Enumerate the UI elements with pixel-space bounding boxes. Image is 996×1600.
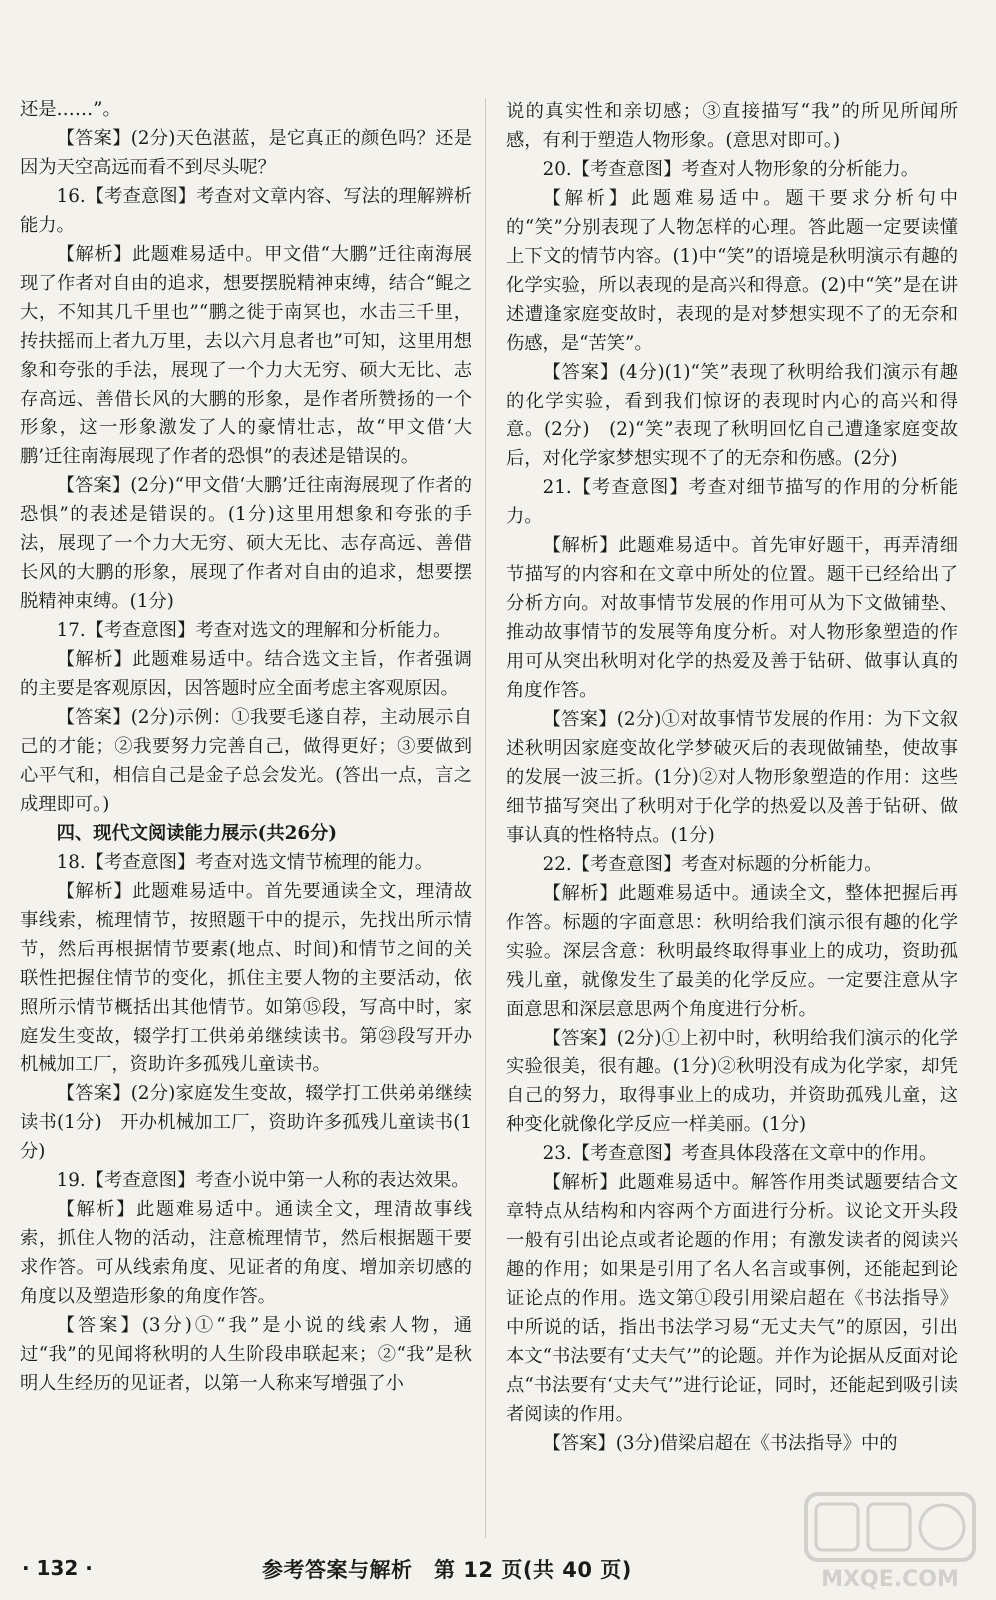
analysis-paragraph: 【解析】此题难易适中。通读全文，理清故事线索，抓住人物的活动，注意梳理情节，然后根据题干要求作答。可从线索角度、见证者的角度、增加亲切感的角度以及塑造形象的角度作答。 bbox=[20, 1199, 472, 1308]
analysis-paragraph: 【解析】此题难易适中。题干要求分析句中的“笑”分别表现了人物怎样的心理。答此题一定要读懂上下文的情节内容。(1)中“笑”的语境是秋明演示有趣的化学实验，所以表现的是高兴和得意。(2)中“笑”是在讲述遭逢家庭变故时，表现的是对梦想实现不了的无奈和伤感，是“苦笑”。 bbox=[506, 187, 958, 354]
analysis-paragraph: 【解析】此题难易适中。首先要通读全文，理清故事线索，梳理情节，按照题干中的提示，先找出所示情节，然后再根据情节要素(地点、时间)和情节之间的关联性把握住情节的变化，抓住主要人物的主要活动，依照所示情节概括出其他情节。如第⑮段，写高中时，家庭发生变故，辍学打工供弟弟继续读书。第㉓段写开办机械加工厂，资助许多孤残儿童读书。 bbox=[20, 880, 472, 1076]
paragraph: 说的真实性和亲切感；③直接描写“我”的所见所闻所感，有利于塑造人物形象。(意思对即可。) bbox=[506, 101, 958, 151]
answer-paragraph: 【答案】(2分)“甲文借‘大鹏’迁往南海展现了作者的恐惧”的表述是错误的。(1分)这里用想象和夸张的手法，展现了一个力大无穷、硕大无比、志存高远、善借长风的大鹏的形象，展现了作者对自由的追求，想要摆脱精神束缚。(1分) bbox=[20, 475, 472, 613]
page-number: · 132 · bbox=[22, 1556, 93, 1580]
answer-paragraph: 【答案】(2分)①上初中时，秋明给我们演示的化学实验很美，很有趣。(1分)②秋明没有成为化学家，却凭自己的努力，取得事业上的成功，并资助孤残儿童，这种变化就像化学反应一样美丽。(1分) bbox=[506, 1027, 958, 1136]
analysis-paragraph: 【解析】此题难易适中。解答作用类试题要结合文章特点从结构和内容两个方面进行分析。议论文开头段一般有引出论点或者论题的作用；有激发读者的阅读兴趣的作用；如果是引用了名人名言或事例，还能起到论证论点的作用。选文第①段引用梁启超在《书法指导》中所说的话，指出书法学习易“无丈夫气”的原因，引出本文“书法要有‘丈夫气’”的论题。并作为论据从反面对论点“书法要有‘丈夫气’”进行论证，同时，还能起到吸引读者阅读的作用。 bbox=[506, 1172, 958, 1425]
answer-paragraph: 【答案】(4分)(1)“笑”表现了秋明给我们演示有趣的化学实验，看到我们惊讶的表现时内心的高兴和得意。(2分) (2)“笑”表现了秋明回忆自己遭逢家庭变故后，对化学家梦想实现不了的无奈和伤感。(2分) bbox=[506, 361, 958, 470]
question-heading: 19.【考查意图】考查小说中第一人称的表达效果。 bbox=[56, 1170, 470, 1192]
column-divider bbox=[485, 98, 486, 1538]
right-column bbox=[506, 98, 958, 1459]
paragraph: 还是……”。 bbox=[20, 99, 121, 120]
answer-paragraph: 【答案】(2分)天色湛蓝，是它真正的颜色吗？还是因为天空高远而看不到尽头呢？ bbox=[20, 127, 472, 178]
answer-paragraph: 【答案】(3分)①“我”是小说的线索人物，通过“我”的见闻将秋明的人生阶段串联起来；②“我”是秋明人生经历的见证者，以第一人称来写增强了小 bbox=[20, 1315, 472, 1394]
footer-title: 参考答案与解析 第 12 页(共 40 页) bbox=[262, 1558, 632, 1582]
question-heading: 17.【考查意图】考查对选文的理解和分析能力。 bbox=[56, 620, 452, 642]
question-heading: 18.【考查意图】考查对选文情节梳理的能力。 bbox=[56, 851, 434, 873]
svg-text:MXQE.COM: MXQE.COM bbox=[821, 1567, 959, 1592]
question-heading: 22.【考查意图】考查对标题的分析能力。 bbox=[542, 853, 883, 875]
analysis-paragraph: 【解析】此题难易适中。结合选文主旨，作者强调的主要是客观原因，因答题时应全面考虑主客观原因。 bbox=[20, 649, 472, 700]
answer-paragraph: 【答案】(2分)家庭发生变故，辍学打工供弟弟继续读书(1分) 开办机械加工厂，资助许多孤残儿童读书(1分) bbox=[20, 1083, 472, 1163]
question-heading: 21.【考查意图】考查对细节描写的作用的分析能力。 bbox=[506, 477, 958, 528]
analysis-paragraph: 【解析】此题难易适中。首先审好题干，再弄清细节描写的内容和在文章中所处的位置。题干已经给出了分析方向。对故事情节发展的作用可从为下文做铺垫、推动故事情节的发展等角度分析。对人物形象塑造的作用可从突出秋明对化学的热爱及善于钻研、做事认真的角度作答。 bbox=[506, 535, 958, 702]
watermark-logo bbox=[800, 1486, 980, 1596]
section-heading: 四、现代文阅读能力展示(共26分) bbox=[56, 822, 337, 844]
question-heading: 23.【考查意图】考查具体段落在文章中的作用。 bbox=[542, 1143, 938, 1165]
answer-paragraph: 【答案】(3分)借梁启超在《书法指导》中的 bbox=[542, 1432, 898, 1454]
answer-paragraph: 【答案】(2分)①对故事情节发展的作用：为下文叙述秋明因家庭变故化学梦破灭后的表现做铺垫，使故事的发展一波三折。(1分)②对人物形象塑造的作用：这些细节描写突出了秋明对于化学的热爱以及善于钻研、做事认真的性格特点。(1分) bbox=[506, 709, 958, 846]
answer-paragraph: 【答案】(2分)示例：①我要毛遂自荐，主动展示自己的才能；②我要努力完善自己，做得更好；③要做到心平气和，相信自己是金子总会发光。(答出一点，言之成理即可。) bbox=[20, 707, 472, 815]
analysis-paragraph: 【解析】此题难易适中。甲文借“大鹏”迁往南海展现了作者对自由的追求，想要摆脱精神束缚，结合“鲲之大，不知其几千里也”“鹏之徙于南冥也，水击三千里，抟扶摇而上者九万里，去以六月息者也”可知，这里用想象和夸张的手法，展现了一个力大无穷、硕大无比、志存高远、善借长风的大鹏的形象，是作者所赞扬的一个形象，这一形象激发了人的豪情壮志，故“甲文借‘大鹏’迁往南海展现了作者的恐惧”的表述是错误的。 bbox=[20, 243, 472, 468]
question-heading: 20.【考查意图】考查对人物形象的分析能力。 bbox=[542, 158, 920, 180]
question-heading: 16.【考查意图】考查对文章内容、写法的理解辨析能力。 bbox=[20, 185, 472, 236]
analysis-paragraph: 【解析】此题难易适中。通读全文，整体把握后再作答。标题的字面意思：秋明给我们演示很有趣的化学实验。深层含意：秋明最终取得事业上的成功，资助孤残儿童，就像发生了最美的化学反应。一定要注意从字面意思和深层意思两个角度进行分析。 bbox=[506, 882, 958, 1020]
left-column bbox=[20, 96, 472, 1399]
